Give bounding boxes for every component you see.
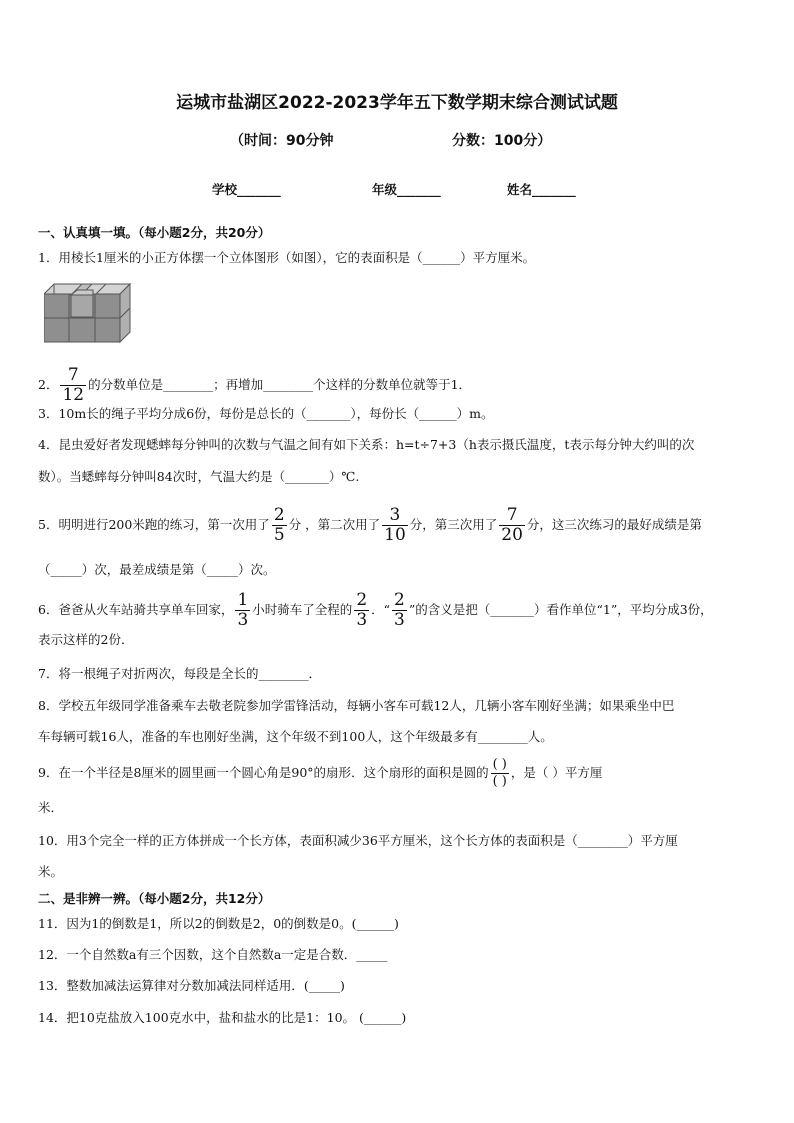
question-6 xyxy=(38,591,758,630)
fraction-numerator: 2 xyxy=(356,590,368,610)
question-4-line-1: 4．昆虫爱好者发现蟋蟀每分钟叫的次数与气温之间有如下关系：h=t÷7+3（h表示摄氏温度，t表示每分钟大约叫的次 xyxy=(38,437,695,452)
question-5-text: 5．明明进行200米跑的练习，第一次用了 xyxy=(38,517,270,532)
fraction-7-12 xyxy=(60,366,86,405)
section-1-heading: 一、认真填一填。（每小题2分，共20分） xyxy=(38,225,271,240)
fraction-denominator: 20 xyxy=(501,525,523,545)
fraction-numerator: 2 xyxy=(394,590,405,610)
question-5-line-2: （_____）次，最差成绩是第（_____）次。 xyxy=(38,562,276,577)
fraction xyxy=(499,506,525,545)
page-title: 运城市盐湖区2022-2023学年五下数学期末综合测试试题 xyxy=(176,93,618,113)
fraction xyxy=(382,506,408,545)
question-12: 12．一个自然数a有三个因数，这个自然数a一定是合数．_____ xyxy=(38,947,388,962)
fraction xyxy=(235,591,250,630)
exam-score: 分数：100分） xyxy=(452,133,552,149)
question-5-text: 分，这三次练习的最好成绩是第 xyxy=(526,517,702,532)
question-9-text: 9．在一个半径是8厘米的圆里画一个圆心角是90°的扇形．这个扇形的面积是圆的 xyxy=(38,765,489,780)
question-6-line-2: 表示这样的2份． xyxy=(38,632,134,647)
grade-field: 年级_______ xyxy=(372,182,441,197)
fraction xyxy=(272,506,287,545)
fraction xyxy=(354,591,369,630)
question-5-text: 分 ，第二次用了 xyxy=(288,517,381,532)
fraction-numerator: 7 xyxy=(60,366,86,386)
name-field: 姓名_______ xyxy=(507,182,576,197)
fraction-numerator: 2 xyxy=(273,505,285,525)
question-6-text: 小时骑车了全程的 xyxy=(252,602,353,617)
question-14: 14．把10克盐放入100克水中，盐和盐水的比是1：10。 (______) xyxy=(38,1010,407,1025)
question-9-text: ，是（ ）平方厘 xyxy=(510,765,603,780)
section-2-heading: 二、是非辨一辨。（每小题2分，共12分） xyxy=(38,891,271,906)
question-2-number: 2． xyxy=(38,377,59,392)
question-8-line-1: 8．学校五年级同学准备乘车去敬老院参加学雷锋活动，每辆小客车可载12人，几辆小客车刚好坐满；如果乘坐中巴 xyxy=(38,698,675,713)
fraction-denominator: ( ) xyxy=(492,774,507,789)
fraction-denominator: 3 xyxy=(237,610,249,630)
fraction xyxy=(392,591,407,630)
question-2 xyxy=(38,366,758,405)
question-1: 1．用棱长1厘米的小正方体摆一个立体图形（如图），它的表面积是（______）平方厘米。 xyxy=(38,250,536,265)
question-8-line-2: 车每辆可载16人，准备的车也刚好坐满，这个年级不到100人，这个年级最多有________人。 xyxy=(38,729,553,744)
question-6-text: 6．爸爸从火车站骑共享单车回家， xyxy=(38,602,234,617)
question-5 xyxy=(38,506,758,545)
cube-structure-figure xyxy=(44,282,134,350)
question-11: 11．因为1的倒数是1，所以2的倒数是2，0的倒数是0。(______) xyxy=(38,916,399,931)
blank-fraction xyxy=(491,757,509,790)
school-field: 学校_______ xyxy=(212,182,281,197)
fraction-numerator: 3 xyxy=(382,506,408,526)
question-13: 13．整数加减法运算律对分数加减法同样适用．(_____) xyxy=(38,978,345,993)
question-2-text: 的分数单位是________；再增加________个这样的分数单位就等于1． xyxy=(88,377,472,392)
question-5-text: 分，第三次用了 xyxy=(409,517,498,532)
question-6-text: ．“ xyxy=(371,602,391,617)
question-3: 3．10m长的绳子平均分成6份，每份是总长的（_______），每份长（______）m。 xyxy=(38,406,494,421)
question-9 xyxy=(38,757,758,790)
fraction-numerator: ( ) xyxy=(492,757,507,772)
fraction-denominator: 3 xyxy=(356,610,368,630)
fraction-denominator: 12 xyxy=(62,385,85,405)
exam-time: （时间：90分钟 xyxy=(230,133,334,149)
fraction-denominator: 3 xyxy=(394,610,405,630)
fraction-numerator: 1 xyxy=(237,590,249,610)
fraction-denominator: 5 xyxy=(273,525,285,545)
fraction-numerator: 7 xyxy=(499,506,525,526)
question-6-text: ”的含义是把（_______）看作单位“1”，平均分成3份， xyxy=(408,602,713,617)
fraction-denominator: 10 xyxy=(384,525,406,545)
question-10-line-2: 米。 xyxy=(38,864,64,879)
question-7: 7．将一根绳子对折两次，每段是全长的________． xyxy=(38,666,321,681)
question-4-line-2: 数）。当蟋蟀每分钟叫84次时，气温大约是（_______）℃. xyxy=(38,469,360,484)
question-10-line-1: 10．用3个完全一样的正方体拼成一个长方体，表面积减少36平方厘米，这个长方体的表面积是（________）平方厘 xyxy=(38,833,678,848)
question-9-line-2: 米． xyxy=(38,800,64,815)
